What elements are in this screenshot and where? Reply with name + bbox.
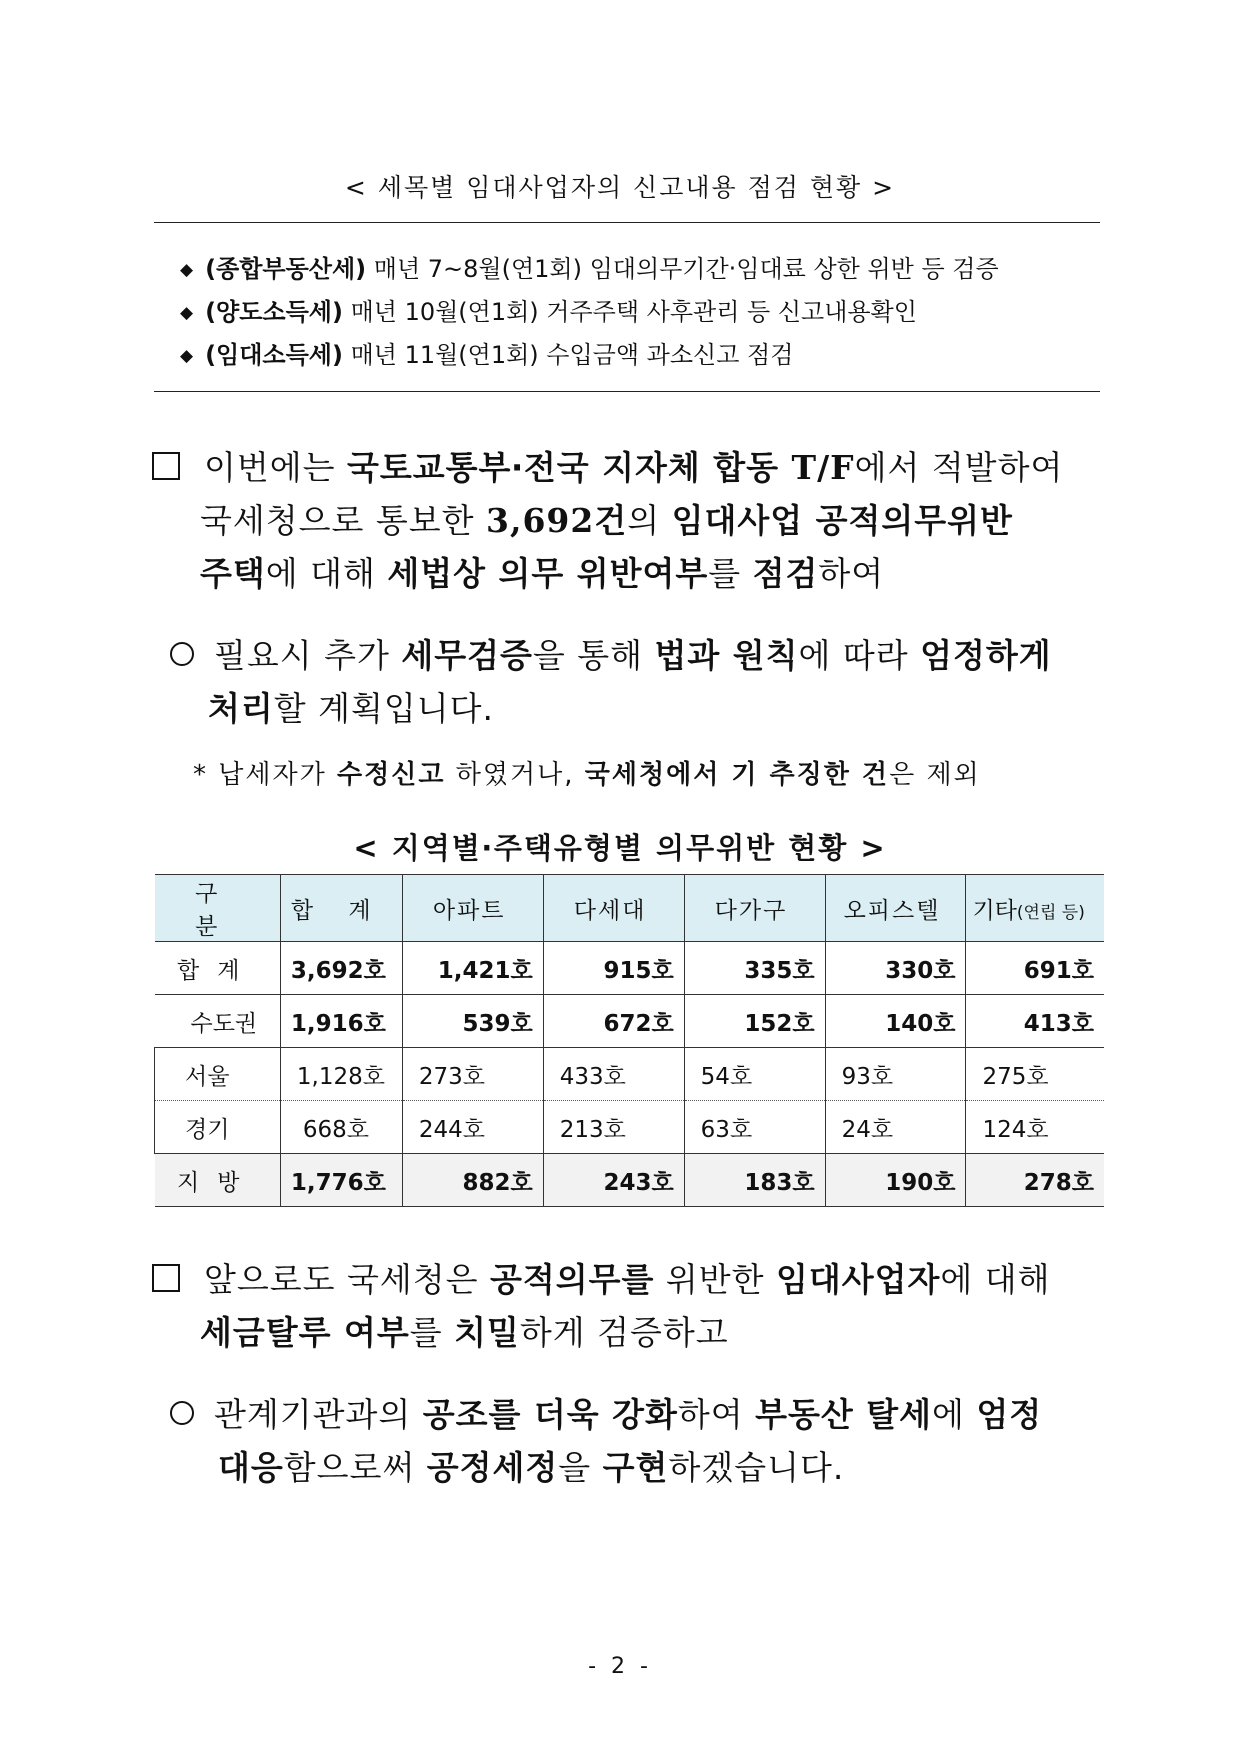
paragraph-2-line-2: 처리할 계획입니다. [208,689,495,728]
section-title: < 세목별 임대사업자의 신고내용 점검 현황 > [344,173,896,202]
table-row: 서울 1,128호 273호 433호 54호 93호 275호 [155,1048,1105,1101]
header-category: 구 분 [155,875,281,942]
circle-bullet-icon [170,642,194,666]
table-header-row [155,875,1105,942]
checkbox-square-icon [152,452,180,480]
header-other: 기타(연립 등) [966,875,1104,942]
paragraph-1-line-1: 이번에는 국토교통부‧전국 지자체 합동 T/F에서 적발하여 [152,442,1063,489]
table-row: 지방 1,776호 882호 243호 183호 190호 278호 [155,1154,1105,1207]
header-apartment: 아파트 [402,875,543,942]
summary-item: ◆ (임대소득세) 매년 11월(연1회) 수입금액 과소신고 점검 [180,341,794,369]
paragraph-3-line-1: 앞으로도 국세청은 공적의무를 위반한 임대사업자에 대해 [152,1254,1051,1301]
table-row: 경기 668호 244호 213호 63호 24호 124호 [155,1101,1105,1154]
page-number: - 2 - [588,1654,652,1679]
paragraph-1-line-3: 주택에 대해 세법상 의무 위반여부를 점검하여 [200,554,885,593]
paragraph-4-line-1: 관계기관과의 공조를 더욱 강화하여 부동산 탈세에 엄정 [170,1389,1042,1436]
header-officetel: 오피스텔 [825,875,966,942]
summary-item: ◆ (종합부동산세) 매년 7~8월(연1회) 임대의무기간‧임대료 상한 위반 등 검증 [180,255,999,283]
diamond-bullet-icon: ◆ [180,303,194,323]
paragraph-4-line-2: 대응함으로써 공정세정을 구현하겠습니다. [218,1448,845,1487]
summary-box [154,222,1100,392]
table-title: < 지역별‧주택유형별 의무위반 현황 > [353,831,887,865]
table-row: 수도권 1,916호 539호 672호 152호 140호 413호 [155,995,1105,1048]
summary-item: ◆ (양도소득세) 매년 10월(연1회) 거주주택 사후관리 등 신고내용확인 [180,298,917,326]
paragraph-1-line-2: 국세청으로 통보한 3,692건의 임대사업 공적의무위반 [200,501,1013,540]
paragraph-3-line-2: 세금탈루 여부를 치밀하게 검증하고 [200,1313,729,1352]
circle-bullet-icon [170,1401,194,1425]
table-row: 합계 3,692호 1,421호 915호 335호 330호 691호 [155,942,1105,995]
checkbox-square-icon [152,1264,180,1292]
paragraph-2-line-1: 필요시 추가 세무검증을 통해 법과 원칙에 따라 엄정하게 [170,630,1052,677]
violation-status-table [154,874,1104,1207]
diamond-bullet-icon: ◆ [180,260,194,280]
header-multi-household: 다세대 [543,875,684,942]
header-multi-family: 다가구 [684,875,825,942]
diamond-bullet-icon: ◆ [180,346,194,366]
footnote: * 납세자가 수정신고 하였거나, 국세청에서 기 추징한 건은 제외 [193,760,981,790]
header-total: 합 계 [280,875,402,942]
